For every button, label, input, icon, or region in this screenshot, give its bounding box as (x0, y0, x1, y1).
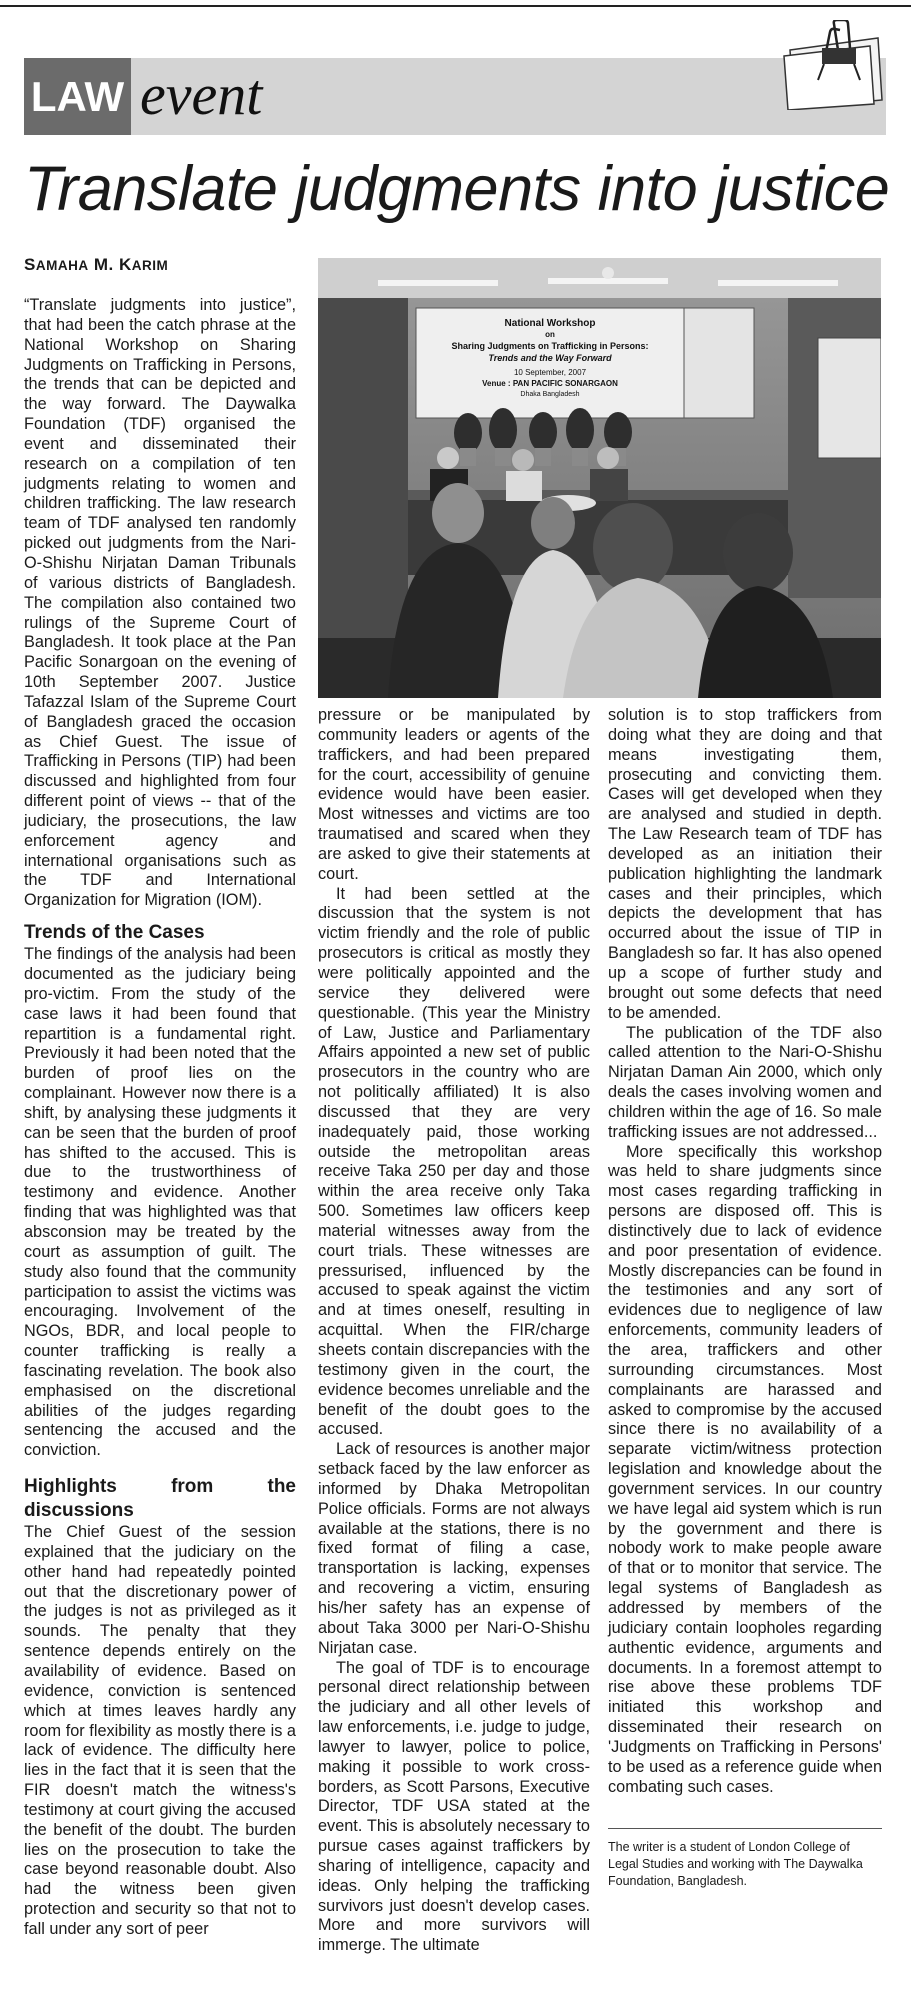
section-label-law: LAW (24, 58, 131, 135)
paperclip-note-icon (778, 20, 888, 110)
article-settled: It had been settled at the discussion that the system is not victim friendly and the role of public prosecutors is critical as mostly they were politically appointed and the service they delivered were questionable. (This year the Ministry of Law, Justice and Parliamentary Affairs appointed a new set of public prosecutors in the country who are not politically affiliated) It is also discussed that they are very inadequately paid, those working outside the metropolitan areas receive Taka 250 per day and those within the area receive only Taka 500. Sometimes law officers keep material witnesses away from the court trials. These witnesses are pressurised, influenced by the accused to speak against the victim and at times oneself, resulting in acquittal. When the FIR/charge sheets contain discrepancies with the testimony given in the court, the evidence becomes unreliable and the benefit of the doubt goes to the accused. (318, 884, 590, 1439)
photo-banner-theme: Trends and the Way Forward (488, 353, 612, 363)
photo-banner-venue: Venue : PAN PACIFIC SONARGAON (482, 379, 618, 388)
top-rule (0, 5, 911, 7)
article-trends: The findings of the analysis had been documented as the judiciary being pro-victim. From the study of the case laws it had been found that repartition is a fundamental right. Previously it had been noted that the burden of proof lies on the complainant. However now there is a shift, by analysing these judgments it can be seen that the burden of proof has shifted to the accused. This is due to the trustworthiness of testimony and evidence. Another finding that was highlighted was that absconsion may be treated by the court as assumption of guilt. The study also found that the community participation to assist the victims was encouraging. Involvement of the NGOs, BDR, and local people to counter trafficking is really a fascinating revelation. The book also emphasised on the discretional abilities of the judges regarding sentencing the accused and the conviction. (24, 945, 296, 1460)
article-specific: More specifically this workshop was held to share judgments since most cases regarding trafficking in persons are disposed off. This is distinctively due to lack of evidence and poor presentation of evidence. Mostly discrepancies can be found in the testimonies and any sort of evidences due to negligence of law enforcements, community leaders of the area, traffickers and other surrounding circumstances. Most complainants are harassed and asked to compromise by the accused since there is no availability of a separate victim/witness protection legislation and knowledge about the government services. In our country we have legal aid system which is run by the government and there is nobody work to make people aware of that or to monitor that service. The legal systems of Bangladesh as addressed by members of the judiciary contain loopholes regarding authentic evidence, arguments and documents. In a foremost attempt to rise above these problems TDF initiated this workshop and disseminated their research on 'Judgments on Trafficking in Persons' to be used as a reference guide when combating such cases. (608, 1142, 882, 1796)
heading-highlights: Highlights from the discussions (24, 1476, 296, 1522)
article-highlights-part2: pressure or be manipulated by community leaders or agents of the traffickers, and had been prepared for the court, accessibility of genuine evidence would have been easier. Most witnesses and victims are too traumatised and scared when they are asked to give their statements at court. (318, 706, 590, 883)
photo-banner-subtitle: Sharing Judgments on Trafficking in Persons: (451, 341, 649, 351)
article-goal-part1: The goal of TDF is to encourage personal direct relationship between the judiciary and all other levels of law enforcements, i.e. judge to judge, lawyer to lawyer, police to police, making it possible to work cross-borders, as Scott Parsons, Executive Director, TDF USA stated at the event. This is absolutely necessary to pursue cases against traffickers by sharing of intelligence, capacity and ideas. Only helping the trafficking survivors just doesn't develop cases. More and more survivors will immerge. The ultimate (318, 1658, 590, 1955)
heading-trends: Trends of the Cases (24, 922, 205, 944)
photo-banner-on: on (545, 330, 555, 339)
author-footnote: The writer is a student of London College of Legal Studies and working with The Daywalka Foundation, Bangladesh. (608, 1840, 863, 1888)
article-column-2 (318, 706, 590, 1956)
article-publication: The publication of the TDF also called attention to the Nari-O-Shishu Nirjatan Daman Ain 2000, which only deals the cases involving women and children within the age of 16. So male trafficking issues are not addressed... (608, 1023, 882, 1141)
workshop-photo (318, 258, 881, 698)
footnote-rule (608, 1828, 882, 1829)
article-goal-part2: solution is to stop traffickers from doing what they are doing and that means investigating them, prosecuting and convicting them. Cases will get developed when they are analysed and studied in depth. The Law Research team of TDF has developed as an initiation their publication highlighting the landmark cases and their principles, which depicts the development that has occurred about the issue of TIP in Bangladesh so far. It has also opened up a scope of further study and brought out some defects that need to be amended. (608, 706, 882, 1022)
photo-banner-city: Dhaka Bangladesh (520, 391, 580, 398)
article-resources: Lack of resources is another major setback faced by the law enforcer as informed by Dhaka Metropolitan Police officials. Forms are not always available at the stations, there is no fixed format of filing a case, transportation is lacking, expenses and recovering a victim, ensuring his/her safety has an expense of about Taka 3000 per Nari-O-Shishu Nirjatan case. (318, 1440, 590, 1657)
photo-banner-title: National Workshop (504, 318, 596, 329)
article-column-1 (24, 296, 296, 1940)
byline: SAMAHA M. KARIM (24, 255, 169, 274)
article-column-3 (608, 706, 882, 1797)
page-title: Translate judgments into justice (24, 154, 890, 224)
section-label-event: event (140, 62, 263, 127)
article-highlights-part1: The Chief Guest of the session explained that the judiciary on the other hand had repeatedly pointed out that the discretionary power of the judges is not as privileged as it sounds. The penalty that they sentence depends entirely on the availability of evidence. Based on evidence, conviction is sentenced which at times leaves hardly any room for flexibility as mostly there is a lack of evidence. The difficulty here lies in the fact that it is seen that the FIR doesn't match the witness's testimony at court giving the accused the benefit of the doubt. The burden lies on the prosecution to take the case beyond reasonable doubt. Also had the witness been given protection and security so that not to fall under any sort of peer (24, 1523, 296, 1938)
article-intro: “Translate judgments into justice”, that had been the catch phrase at the National Workshop on Sharing Judgments on Trafficking in Persons, the trends that can be depicted and the way forward. The Daywalka Foundation (TDF) organised the event and disseminated their research on a compilation of ten judgments relating to women and children trafficking. The law research team of TDF analysed ten randomly picked out judgments from the Nari-O-Shishu Nirjatan Daman Tribunals of various districts of Bangladesh. The compilation also contained two rulings of the Supreme Court of Bangladesh. It took place at the Pan Pacific Sonargoan on the evening of 10th September 2007. Justice Tafazzal Islam of the Supreme Court of Bangladesh graced the occasion as Chief Guest. The issue of Trafficking in Persons (TIP) had been discussed and highlighted from four different point of views -- that of the judiciary, the prosecutions, the law enforcement agency and international organisations such as the TDF and International Organization for Migration (IOM). (24, 296, 296, 910)
photo-banner-date: 10 September, 2007 (513, 368, 587, 377)
